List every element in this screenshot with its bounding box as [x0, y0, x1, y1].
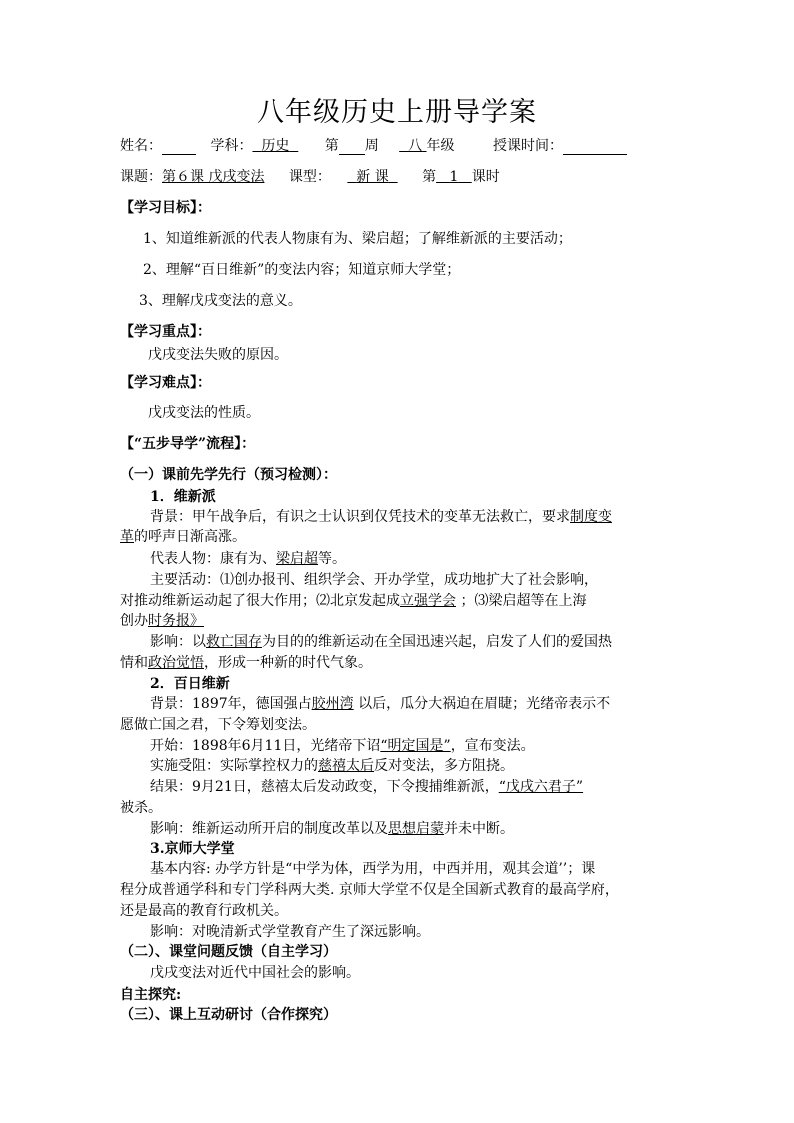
grade-value: 八	[408, 138, 423, 154]
week-post: 周	[364, 138, 379, 154]
week-blank	[339, 139, 365, 155]
part3-heading: （三）、课上互动研讨（合作探究）	[120, 1007, 337, 1023]
objective-item-2: 2、理解“百日维新”的变法内容；知道京师大学堂；	[143, 262, 461, 278]
s3-influence: 影响：对晚清新式学堂教育产生了深远影响。	[150, 924, 430, 940]
section3-heading: 3.京师大学堂	[150, 841, 235, 857]
s3-content-line2: 程分成普通学科和专门学科两大类. 京师大学堂不仅是全国新式教育的最高学府，	[120, 882, 619, 898]
time-blank	[563, 139, 627, 155]
week-pre: 第	[324, 138, 339, 154]
subject-value: 历史	[261, 138, 290, 154]
subject-label: 学科：	[210, 138, 253, 154]
s1-background-line2: 革的呼声日渐高涨。	[120, 529, 246, 545]
s2-result-line1: 结果：9月21日，慈禧太后发动政变，下令搜捕维新派，“戊戌六君子”	[150, 779, 584, 795]
s2-background-line2: 愿做亡国之君，下令筹划变法。	[120, 717, 316, 733]
name-blank	[162, 139, 196, 155]
s2-obstruction: 实施受阻：实际掌控权力的慈禧太后反对变法，多方阻挠。	[150, 758, 514, 774]
objective-item-1: 1、知道维新派的代表人物康有为、梁启超；了解维新派的主要活动；	[143, 231, 572, 247]
part2-heading: （二）、课堂问题反馈（自主学习）	[120, 944, 337, 960]
s2-result-line2: 被杀。	[120, 800, 162, 816]
s1-activities-line1: 主要活动：⑴创办报刊、组织学会、开办学堂，成功地扩大了社会影响，	[150, 572, 598, 588]
part1-heading: （一）课前先学先行（预习检测）：	[120, 467, 337, 483]
period-pre: 第	[422, 169, 437, 185]
s1-influence-line1: 影响：以救亡国存为目的的维新运动在全国迅速兴起，启发了人们的爱国热	[150, 634, 612, 650]
period-post: 课时	[471, 169, 500, 185]
part2-text: 戊戌变法对近代中国社会的影响。	[150, 965, 360, 981]
objectives-heading: 【学习目标】：	[120, 200, 211, 216]
lesson-label: 课题：	[120, 169, 162, 185]
grade-label: 年级	[426, 138, 455, 154]
s2-influence: 影响：维新运动所开启的制度改革以及思想启蒙并未中断。	[150, 821, 514, 837]
name-label: 姓名：	[120, 138, 162, 154]
type-value: 新 课	[356, 169, 389, 185]
section2-heading: 2．百日维新	[150, 676, 230, 692]
key-point-text: 戊戌变法失败的原因。	[148, 347, 288, 363]
difficulty-text: 戊戌变法的性质。	[148, 405, 260, 421]
s1-activities-line2: 对推动维新运动起了很大作用；⑵北京发起成立强学会 ；⑶梁启超等在上海	[120, 593, 587, 609]
s2-background-line1: 背景：1897年，德国强占胶州湾 以后，瓜分大祸迫在眉睫；光绪帝表示不	[150, 696, 611, 712]
lesson-value: 第６课 戊戌变法	[162, 169, 265, 185]
self-study-label: 自主探究:	[120, 987, 182, 1003]
s1-representatives: 代表人物：康有为、梁启超等。	[150, 551, 346, 567]
section1-heading: 1．维新派	[150, 489, 216, 505]
difficulty-heading: 【学习难点】：	[120, 375, 211, 391]
s1-activities-line3: 创办时务报》	[120, 613, 204, 629]
key-point-heading: 【学习重点】：	[120, 324, 211, 340]
s1-influence-line2: 情和政治觉悟，形成一种新的时代气象。	[120, 655, 372, 671]
page-title: 八年级历史上册导学案	[257, 97, 537, 128]
objective-item-3: 3、理解戊戌变法的意义。	[139, 293, 302, 309]
time-label: 授课时间：	[492, 138, 563, 154]
type-label: 课型：	[288, 169, 331, 185]
s3-content-line1: 基本内容: 办学方针是“中学为体，西学为用，中西并用，观其会道’’；课	[150, 861, 596, 877]
header-row-1	[120, 137, 627, 155]
s3-content-line3: 还是最高的教育行政机关。	[120, 903, 288, 919]
s2-start: 开始：1898年6月11日，光绪帝下诏“明定国是”，宣布变法。	[150, 738, 535, 754]
flow-heading: 【“五步导学”流程】：	[120, 436, 256, 452]
s1-background-line1: 背景：甲午战争后，有识之士认识到仅凭技术的变革无法救亡，要求制度变	[150, 509, 612, 525]
header-row-2	[120, 168, 500, 186]
period-value: 1	[449, 169, 459, 185]
